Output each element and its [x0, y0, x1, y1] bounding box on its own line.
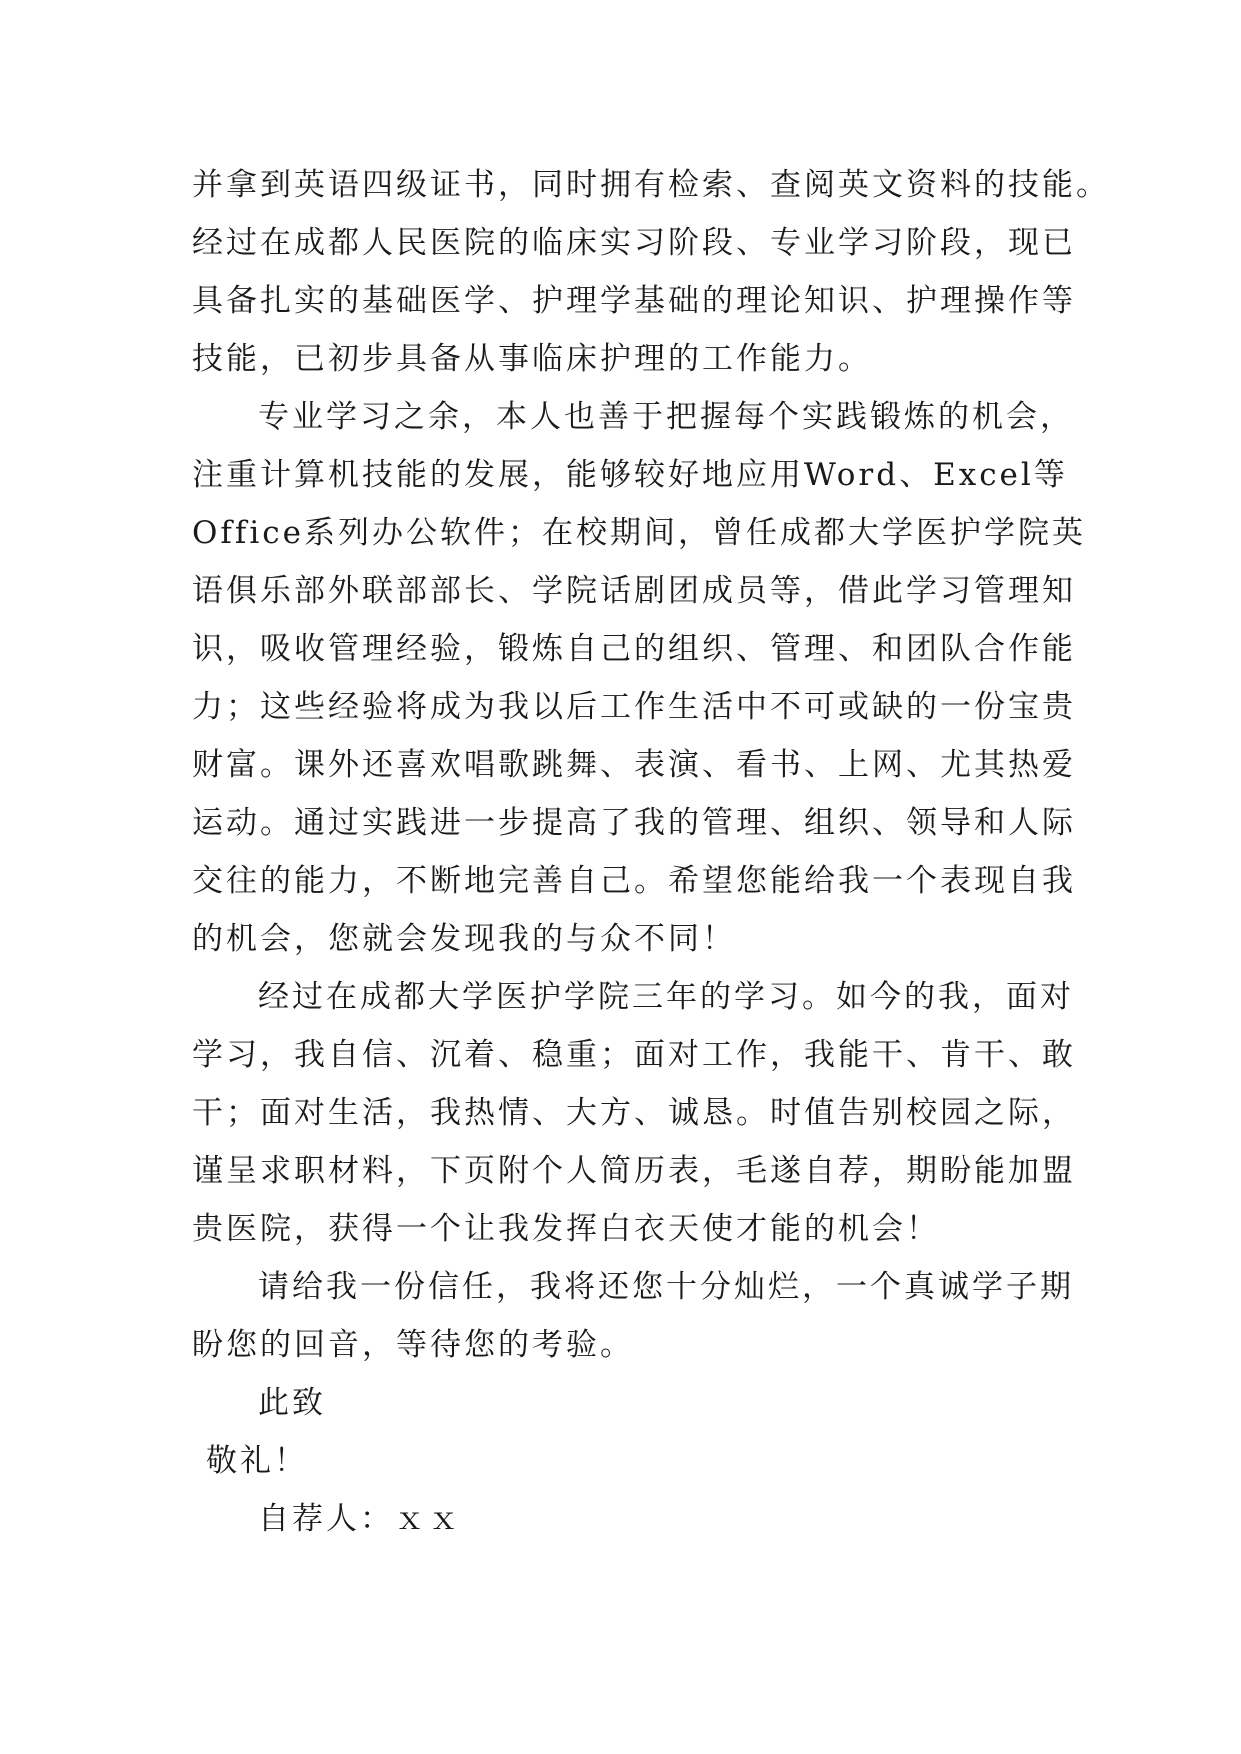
paragraph-line: 力；这些经验将成为我以后工作生活中不可或缺的一份宝贵: [192, 689, 1076, 725]
paragraph-line: 交往的能力，不断地完善自己。希望您能给我一个表现自我: [192, 863, 1076, 899]
signature-line: 自荐人：ｘｘ: [258, 1501, 462, 1537]
paragraph-line: 注重计算机技能的发展，能够较好地应用Word、Excel等: [192, 457, 1068, 493]
closing-regards: 敬礼！: [206, 1443, 308, 1479]
paragraph-line: 贵医院，获得一个让我发挥白衣天使才能的机会！: [192, 1211, 940, 1247]
paragraph-line: Office系列办公软件；在校期间，曾任成都大学医护学院英: [192, 515, 1086, 551]
paragraph-line: 具备扎实的基础医学、护理学基础的理论知识、护理操作等: [192, 283, 1076, 319]
paragraph-line: 运动。通过实践进一步提高了我的管理、组织、领导和人际: [192, 805, 1076, 841]
paragraph-line: 盼您的回音，等待您的考验。: [192, 1327, 634, 1363]
paragraph-line: 技能，已初步具备从事临床护理的工作能力。: [192, 341, 872, 377]
paragraph-line: 并拿到英语四级证书，同时拥有检索、查阅英文资料的技能。: [192, 167, 1110, 203]
paragraph-line: 谨呈求职材料，下页附个人简历表，毛遂自荐，期盼能加盟: [192, 1153, 1076, 1189]
paragraph-line: 识，吸收管理经验，锻炼自己的组织、管理、和团队合作能: [192, 631, 1076, 667]
paragraph-line: 财富。课外还喜欢唱歌跳舞、表演、看书、上网、尤其热爱: [192, 747, 1076, 783]
letter-body: [192, 156, 1110, 1548]
paragraph-line: 经过在成都大学医护学院三年的学习。如今的我，面对: [258, 979, 1074, 1015]
paragraph-line: 语俱乐部外联部部长、学院话剧团成员等，借此学习管理知: [192, 573, 1076, 609]
paragraph-line: 专业学习之余，本人也善于把握每个实践锻炼的机会，: [258, 399, 1074, 435]
paragraph-line: 经过在成都人民医院的临床实习阶段、专业学习阶段，现已: [192, 225, 1076, 261]
paragraph-line: 干；面对生活，我热情、大方、诚恳。时值告别校园之际，: [192, 1095, 1076, 1131]
closing-salutation: 此致: [258, 1385, 326, 1421]
paragraph-line: 请给我一份信任，我将还您十分灿烂，一个真诚学子期: [258, 1269, 1074, 1305]
paragraph-line: 的机会，您就会发现我的与众不同！: [192, 921, 736, 957]
paragraph-line: 学习，我自信、沉着、稳重；面对工作，我能干、肯干、敢: [192, 1037, 1076, 1073]
